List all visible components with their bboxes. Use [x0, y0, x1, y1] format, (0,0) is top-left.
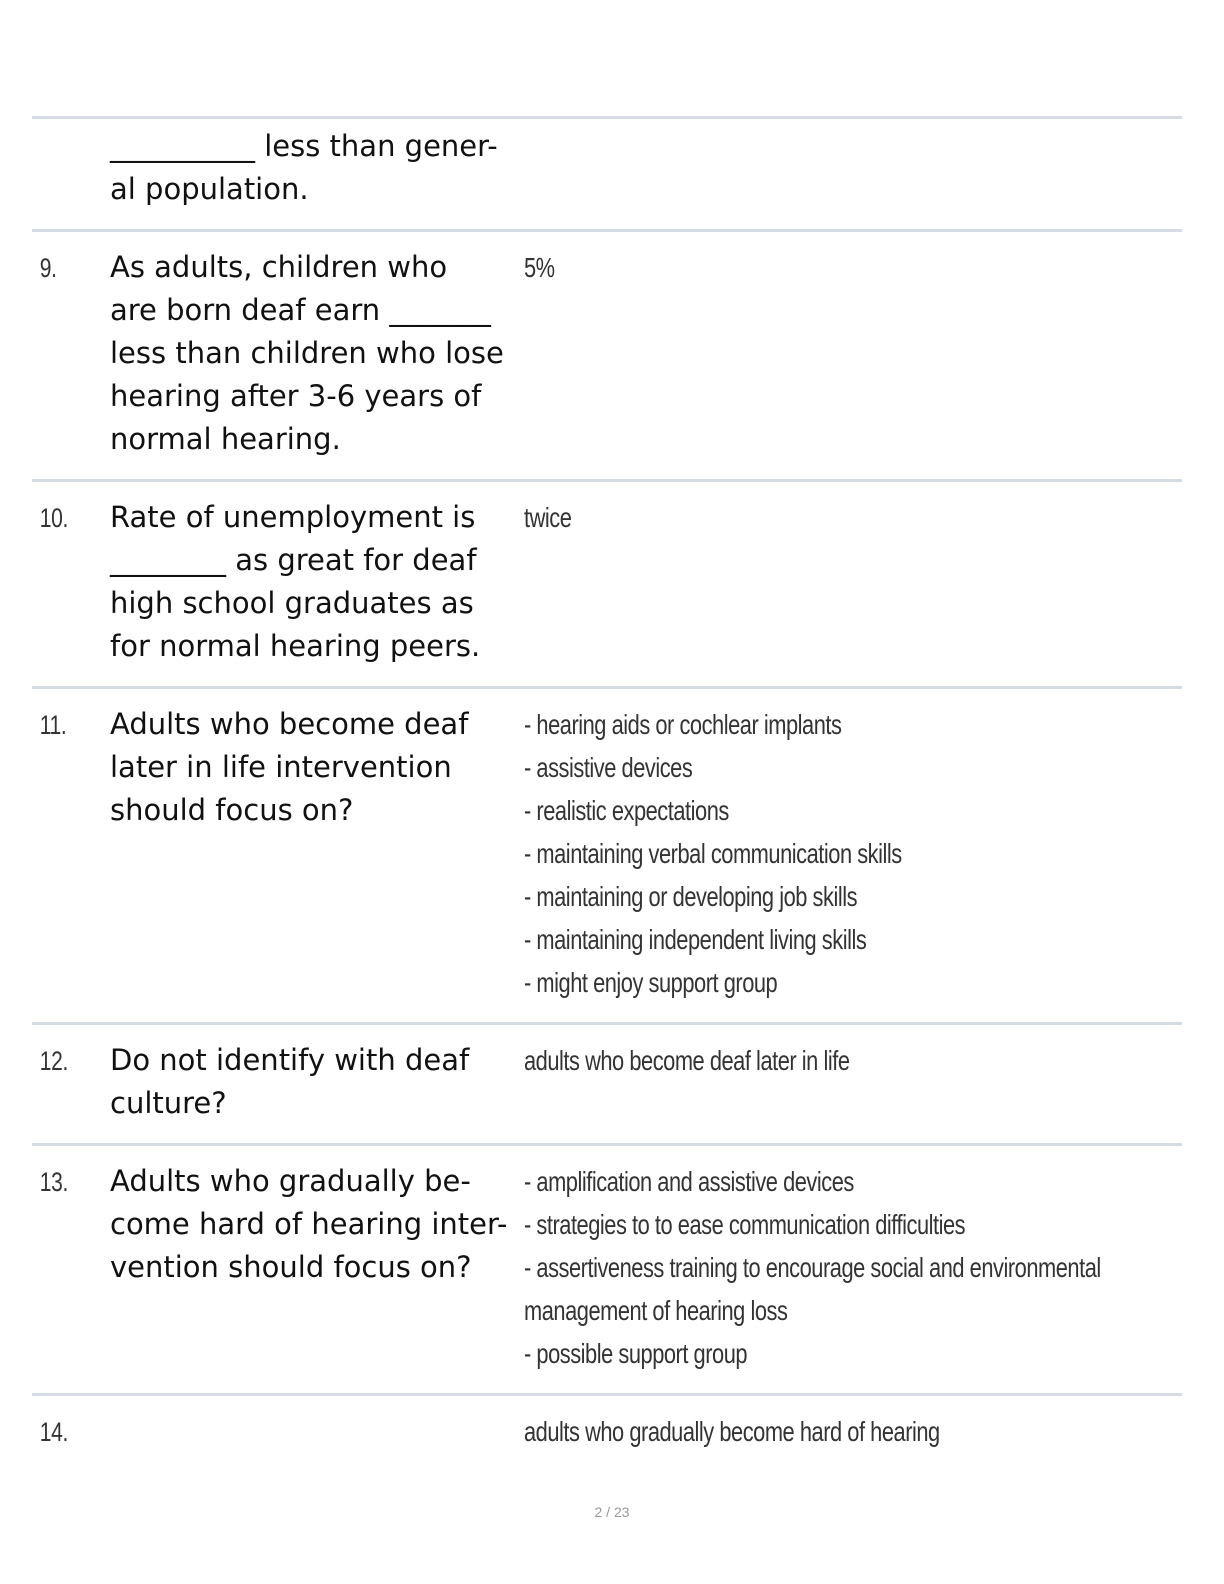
row-term: [110, 703, 524, 1004]
row-number: 11.: [39, 710, 67, 740]
term-line: normal hearing.: [110, 422, 341, 456]
definition-line: 5%: [524, 252, 555, 283]
row-term: [110, 1410, 524, 1454]
term-line: ________ as great for deaf: [110, 543, 477, 577]
row-definition: [524, 496, 1224, 668]
term-line: high school graduates as: [110, 586, 474, 620]
term-line: Adults who gradually be-: [110, 1164, 471, 1198]
table-row: [32, 119, 1182, 232]
row-term: [110, 1039, 524, 1125]
term-line: less than children who lose: [110, 336, 504, 370]
flashcard-table: [32, 116, 1182, 1472]
row-number: 10.: [39, 503, 68, 533]
term-line: culture?: [110, 1086, 227, 1120]
term-line: As adults, children who: [110, 250, 448, 284]
table-row: [32, 689, 1182, 1025]
row-definition: [524, 246, 1224, 461]
row-term: [110, 246, 524, 461]
definition-line: - strategies to to ease communication difficulties: [524, 1209, 966, 1240]
row-term: [110, 1160, 524, 1375]
term-line: __________ less than gener-: [110, 129, 498, 163]
definition-line: management of hearing loss: [524, 1295, 788, 1326]
definition-line: - assistive devices: [524, 752, 693, 783]
term-line: come hard of hearing inter-: [110, 1207, 508, 1241]
term-line: Do not identify with deaf: [110, 1043, 470, 1077]
term-line: for normal hearing peers.: [110, 629, 481, 663]
definition-line: adults who become deaf later in life: [524, 1045, 850, 1076]
table-row: [32, 482, 1182, 689]
definition-line: - might enjoy support group: [524, 967, 778, 998]
definition-line: twice: [524, 502, 572, 533]
row-definition: [524, 1039, 1224, 1125]
term-line: hearing after 3-6 years of: [110, 379, 482, 413]
term-line: should focus on?: [110, 793, 354, 827]
row-definition: [524, 125, 1224, 211]
definition-line: - hearing aids or cochlear implants: [524, 709, 842, 740]
row-definition: [524, 1410, 1224, 1454]
definition-line: - maintaining independent living skills: [524, 924, 867, 955]
page-number: 2 / 23: [594, 1504, 630, 1520]
term-line: Adults who become deaf: [110, 707, 469, 741]
term-line: Rate of unemployment is: [110, 500, 476, 534]
term-line: al population.: [110, 172, 309, 206]
term-line: are born deaf earn _______: [110, 293, 491, 327]
table-row: [32, 1396, 1182, 1472]
definition-line: - possible support group: [524, 1338, 748, 1369]
row-number: 9.: [39, 253, 57, 283]
table-row: [32, 1146, 1182, 1396]
term-line: later in life intervention: [110, 750, 452, 784]
row-term: [110, 125, 524, 211]
row-number: 12.: [39, 1046, 68, 1076]
row-number: [32, 125, 93, 211]
row-definition: [524, 703, 1224, 1004]
definition-line: - maintaining or developing job skills: [524, 881, 858, 912]
definition-line: - maintaining verbal communication skills: [524, 838, 902, 869]
row-term: [110, 496, 524, 668]
term-line: vention should focus on?: [110, 1250, 472, 1284]
row-definition: [524, 1160, 1224, 1375]
table-row: [32, 1025, 1182, 1146]
definition-line: - amplification and assistive devices: [524, 1166, 854, 1197]
definition-line: - realistic expectations: [524, 795, 729, 826]
table-row: [32, 232, 1182, 482]
row-number: 13.: [39, 1167, 68, 1197]
row-number: 14.: [39, 1417, 68, 1447]
definition-line: adults who gradually become hard of hearing: [524, 1416, 940, 1447]
definition-line: - assertiveness training to encourage social and environmental: [524, 1252, 1101, 1283]
